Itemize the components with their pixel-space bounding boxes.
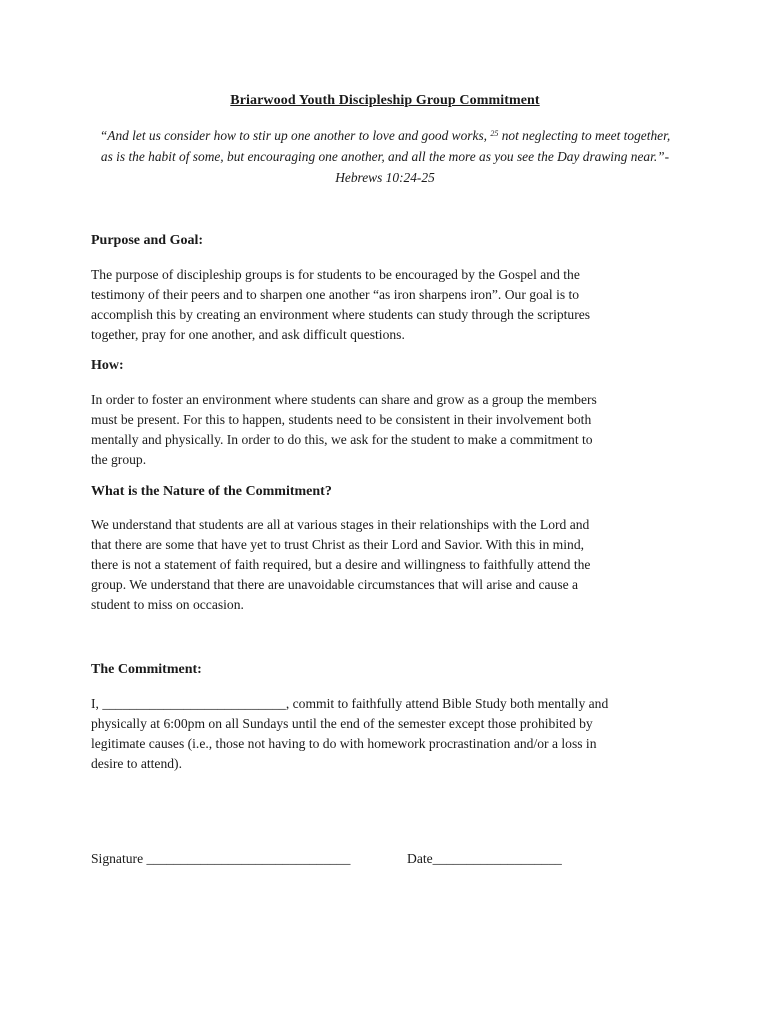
paragraph-line: must be present. For this to happen, students need to be consistent in their involvement both — [91, 412, 592, 427]
section-heading-purpose: Purpose and Goal: — [91, 233, 204, 248]
quote-text-part2: not neglecting to meet together, — [498, 128, 671, 143]
paragraph-line: testimony of their peers and to sharpen one another “as iron sharpens iron”. Our goal is to — [91, 287, 580, 302]
quote-text-part1: “And let us consider how to stir up one another to love and good works, — [99, 128, 491, 143]
paragraph-line: group. We understand that there are unavoidable circumstances that will arise and cause a — [91, 577, 579, 592]
paragraph-line: desire to attend). — [91, 756, 182, 771]
paragraph-line: We understand that students are all at various stages in their relationships with the Lord and — [91, 517, 590, 532]
paragraph-line: student to miss on occasion. — [91, 597, 244, 612]
verse-number: 25 — [490, 129, 499, 138]
section-heading-commitment: The Commitment: — [91, 662, 202, 677]
section-paragraph-nature — [91, 515, 676, 615]
signature-label: Signature ______________________________ — [91, 851, 351, 866]
paragraph-line: mentally and physically. In order to do this, we ask for the student to make a commitment to — [91, 432, 593, 447]
paragraph-line: there is not a statement of faith required, but a desire and willingness to faithfully attend the — [91, 557, 591, 572]
paragraph-line: together, pray for one another, and ask difficult questions. — [91, 327, 405, 342]
scripture-quote — [85, 125, 685, 188]
commitment-name-line[interactable]: I, ___________________________, commit to faithfully attend Bible Study both mentally and — [91, 696, 609, 711]
paragraph-line: physically at 6:00pm on all Sundays until the end of the semester except those prohibited by — [91, 716, 593, 731]
paragraph-line: the group. — [91, 452, 147, 467]
quote-reference: Hebrews 10:24-25 — [335, 170, 435, 185]
date-field[interactable] — [407, 851, 562, 867]
paragraph-line: The purpose of discipleship groups is for students to be encouraged by the Gospel and the — [91, 267, 580, 282]
section-paragraph-how — [91, 390, 676, 470]
section-paragraph-commitment — [91, 694, 676, 774]
section-heading-nature: What is the Nature of the Commitment? — [91, 484, 332, 499]
paragraph-line: that there are some that have yet to trust Christ as their Lord and Savior. With this in mind, — [91, 537, 585, 552]
section-heading-how: How: — [91, 358, 124, 373]
section-paragraph-purpose — [91, 265, 676, 345]
paragraph-line: legitimate causes (i.e., those not having to do with homework procrastination and/or a loss in — [91, 736, 597, 751]
signature-field[interactable] — [91, 851, 350, 867]
paragraph-line: In order to foster an environment where students can share and grow as a group the members — [91, 392, 597, 407]
quote-text-line2: as is the habit of some, but encouraging one another, and all the more as you see the Day drawing near.”- — [100, 149, 670, 164]
paragraph-line: accomplish this by creating an environment where students can study through the scriptures — [91, 307, 591, 322]
document-title: Briarwood Youth Discipleship Group Commitment — [230, 93, 540, 108]
date-label: Date___________________ — [407, 851, 562, 866]
